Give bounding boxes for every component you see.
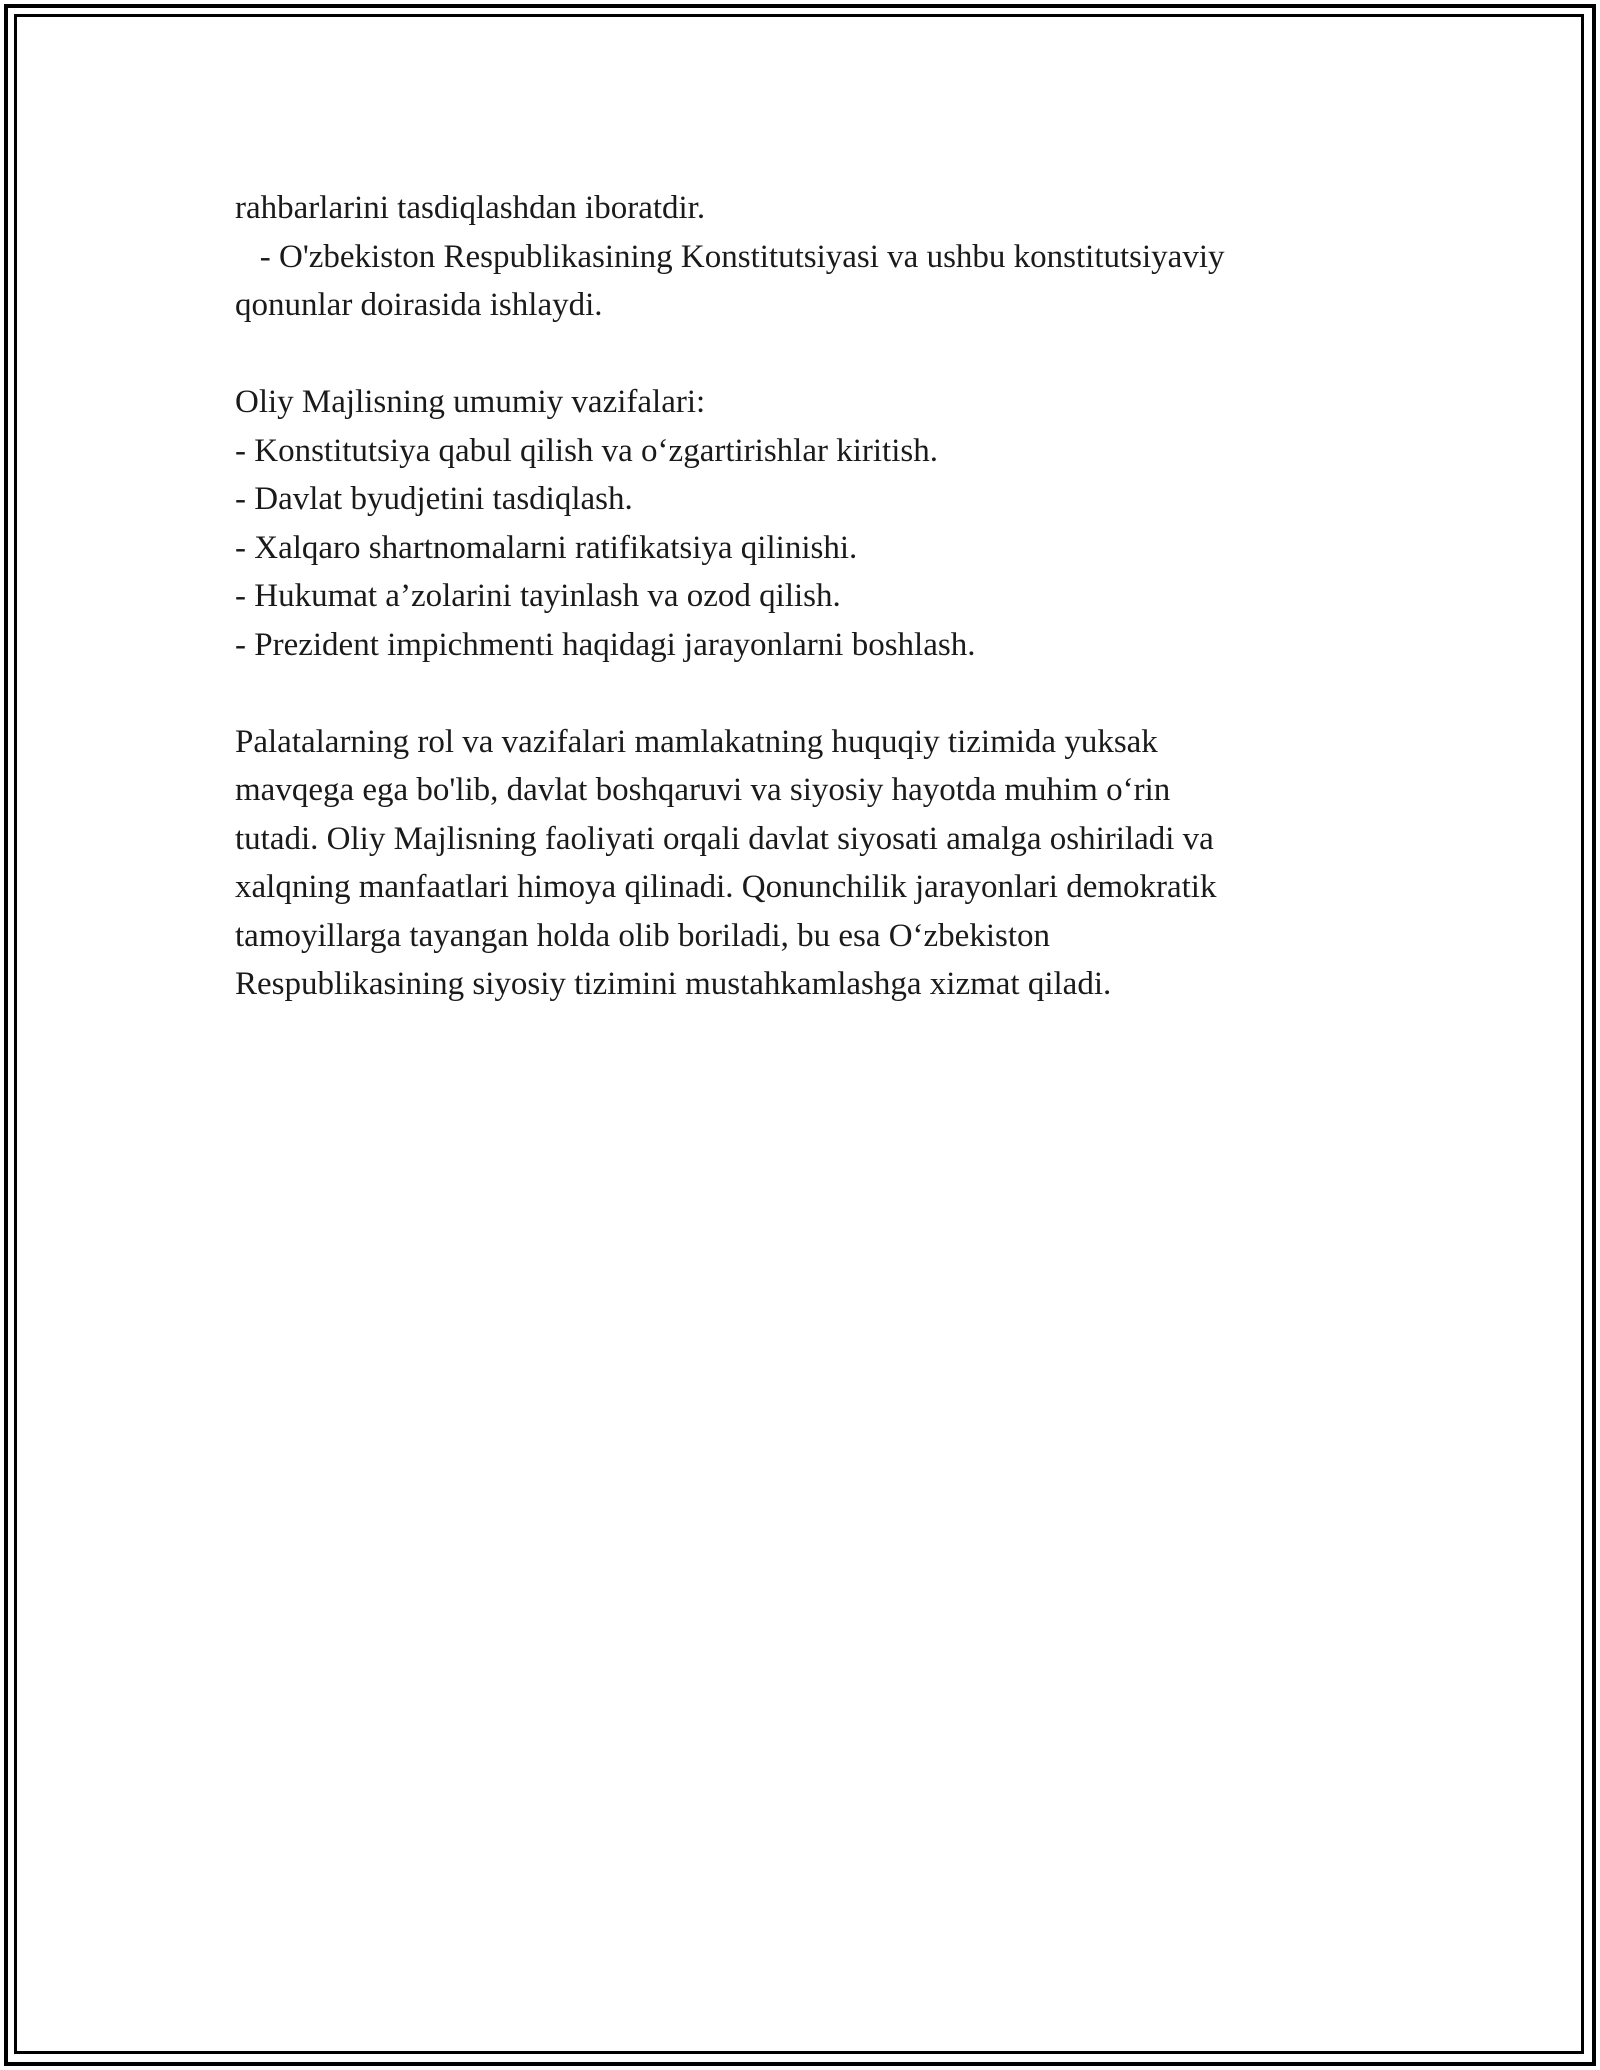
conclusion-line: tutadi. Oliy Majlisning faoliyati orqali davlat siyosati amalga oshiriladi va [235,820,1214,857]
conclusion-line: Palatalarning rol va vazifalari mamlakatning huquqiy tizimida yuksak [235,723,1158,760]
duty-item: - Prezident impichmenti haqidagi jarayonlarni boshlash. [235,626,976,663]
duty-item: - Konstitutsiya qabul qilish va o‘zgartirishlar kiritish. [235,432,938,469]
duties-section [235,378,1375,669]
conclusion-paragraph [235,718,1375,1009]
conclusion-line: xalqning manfaatlari himoya qilinadi. Qonunchilik jarayonlari demokratik [235,869,1217,905]
intro-line: rahbarlarini tasdiqlashdan iboratdir. [235,190,706,226]
conclusion-line: mavqega ega bo'lib, davlat boshqaruvi va siyosiy hayotda muhim o‘rin [235,772,1171,808]
intro-line: qonunlar doirasida ishlaydi. [235,287,603,323]
document-body [235,184,1375,1009]
paragraph-gap [235,669,1375,718]
intro-line: - O'zbekiston Respublikasining Konstitutsiyasi va ushbu konstitutsiyaviy [235,238,1225,275]
intro-paragraph [235,184,1375,330]
conclusion-line: tamoyillarga tayangan holda olib boriladi, bu esa O‘zbekiston [235,917,1051,954]
paragraph-gap [235,330,1375,379]
duties-heading: Oliy Majlisning umumiy vazifalari: [235,384,706,420]
duty-item: - Davlat byudjetini tasdiqlash. [235,481,633,517]
conclusion-line: Respublikasining siyosiy tizimini mustahkamlashga xizmat qiladi. [235,966,1112,1002]
duty-item: - Xalqaro shartnomalarni ratifikatsiya qilinishi. [235,529,858,566]
duty-item: - Hukumat a’zolarini tayinlash va ozod qilish. [235,578,841,614]
